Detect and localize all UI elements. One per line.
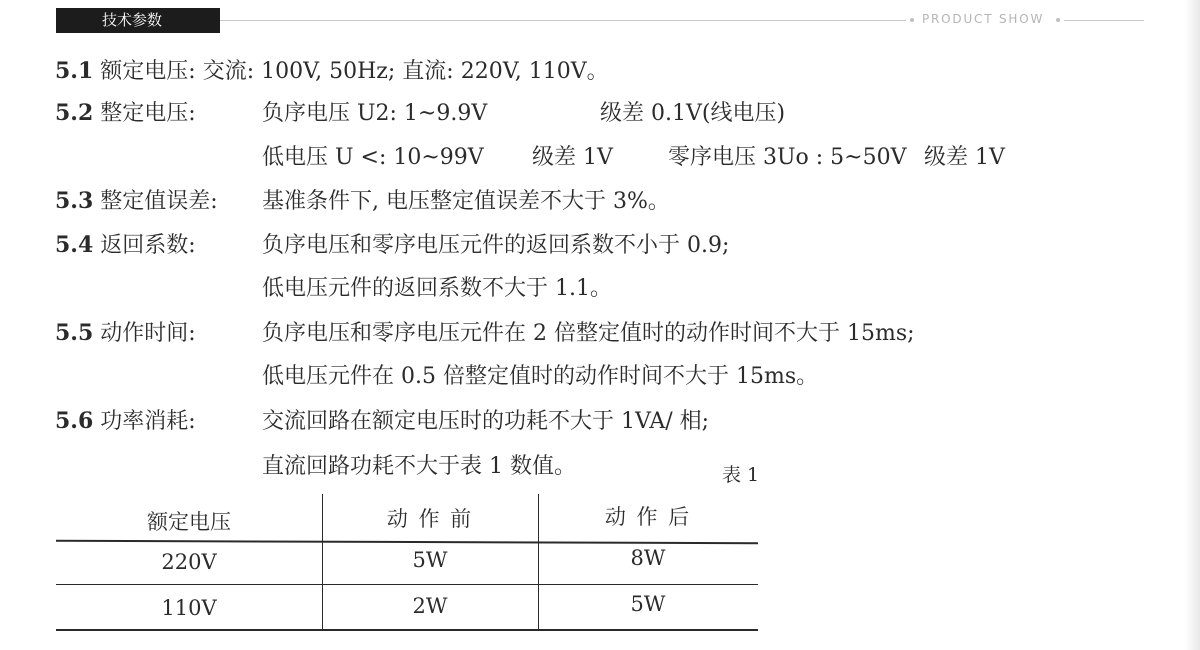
spec-5-6-title <box>55 404 196 435</box>
spec-5-2-line1-a: 负序电压 U2: 1~9.9V <box>262 101 488 126</box>
table-cell-before-1: 5W <box>412 548 448 572</box>
spec-value: 交流: 100V, 50Hz; 直流: 220V, 110V。 <box>202 59 609 84</box>
header-divider-line-right <box>1064 20 1144 21</box>
table-cell-voltage-1: 220V <box>161 550 217 574</box>
spec-number: 5.5 <box>55 320 94 346</box>
table-caption: 表 1 <box>722 464 760 486</box>
spec-label: 动作时间: <box>100 321 196 346</box>
table-header-before-action: 动 作 前 <box>386 507 474 531</box>
table-bottom-rule <box>56 629 758 631</box>
table-row-rule <box>56 584 758 585</box>
spec-label: 整定值误差: <box>100 189 218 214</box>
spec-number: 5.4 <box>55 232 94 258</box>
spec-5-5-line1: 负序电压和零序电压元件在 2 倍整定值时的动作时间不大于 15ms; <box>262 321 915 346</box>
spec-5-6-line2: 直流回路功耗不大于表 1 数值。 <box>262 454 576 479</box>
spec-label: 整定电压: <box>100 101 196 126</box>
spec-5-4-line2: 低电压元件的返回系数不大于 1.1。 <box>262 276 612 301</box>
spec-5-2-line2-d: 级差 1V <box>924 145 1005 170</box>
spec-5-4-title <box>55 228 196 259</box>
spec-number: 5.6 <box>55 408 94 434</box>
table-cell-after-1: 8W <box>630 546 666 570</box>
spec-5-2-line1-b: 级差 0.1V(线电压) <box>600 101 786 126</box>
spec-5-2-title <box>55 96 196 127</box>
table-cell-voltage-2: 110V <box>161 596 217 620</box>
header-dot-right <box>1056 18 1060 22</box>
spec-number: 5.2 <box>55 100 94 126</box>
header-dot-left <box>910 18 914 22</box>
spec-5-4-line1: 负序电压和零序电压元件的返回系数不小于 0.9; <box>262 233 730 258</box>
spec-number: 5.1 <box>55 58 94 84</box>
spec-5-3-line1: 基准条件下, 电压整定值误差不大于 3%。 <box>262 189 670 214</box>
spec-label: 额定电压: <box>100 59 196 84</box>
spec-5-2-line2-a: 低电压 U <: 10~99V <box>262 145 484 170</box>
table-header-rule <box>56 540 758 544</box>
table-header-rated-voltage: 额定电压 <box>147 510 231 534</box>
spec-number: 5.3 <box>55 188 94 214</box>
header-divider-line <box>220 20 906 21</box>
spec-5-2-line2-c: 零序电压 3Uo : 5~50V <box>668 145 907 170</box>
spec-5-6-line1: 交流回路在额定电压时的功耗不大于 1VA/ 相; <box>262 409 710 434</box>
spec-5-2-line2-b: 级差 1V <box>532 145 613 170</box>
spec-label: 功率消耗: <box>100 409 196 434</box>
spec-5-5-title <box>55 316 196 347</box>
table-cell-after-2: 5W <box>630 592 666 616</box>
spec-5-1 <box>55 54 609 85</box>
header-product-show: PRODUCT SHOW <box>922 12 1045 26</box>
spec-label: 返回系数: <box>100 233 196 258</box>
spec-5-5-line2: 低电压元件在 0.5 倍整定值时的动作时间不大于 15ms。 <box>262 364 819 389</box>
table-header-after-action: 动 作 后 <box>604 505 692 529</box>
spec-5-3-title <box>55 184 218 215</box>
table-cell-before-2: 2W <box>412 594 448 618</box>
section-header-tab: 技术参数 <box>56 8 220 33</box>
page-edge-shadow <box>1185 0 1200 650</box>
